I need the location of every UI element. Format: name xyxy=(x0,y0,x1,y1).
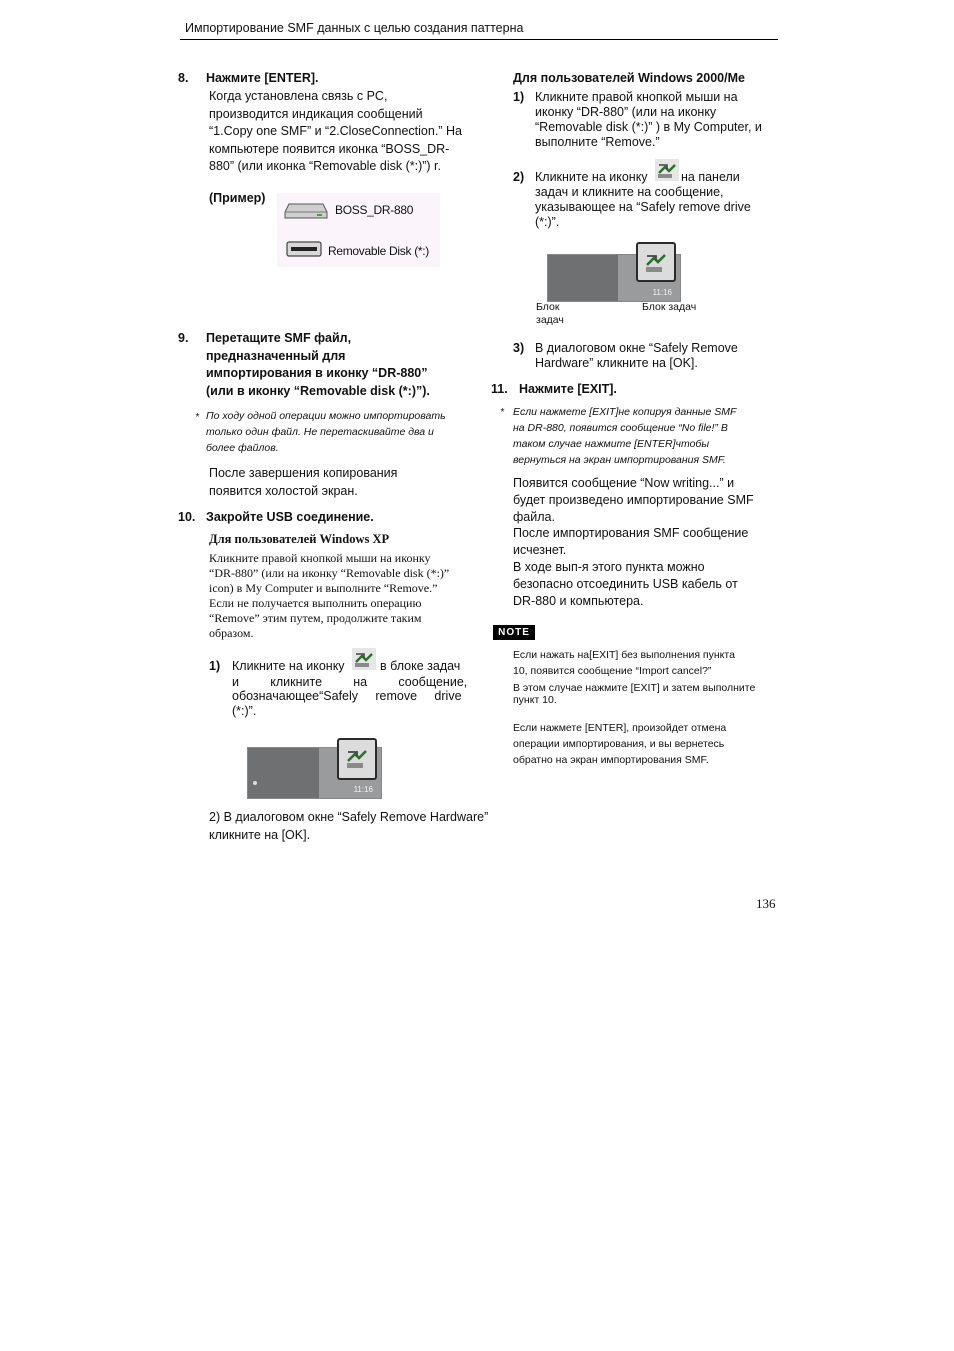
w2000-safely-remove-popup xyxy=(636,242,676,282)
step-9-title: Перетащите SMF файл, предназначенный для импортирования в иконку “DR-880” (или в иконку “Removable disk (*:)”). xyxy=(206,331,430,398)
step-9-note-star: * xyxy=(195,411,200,423)
xp-sub-1-text-b: в блоке задач xyxy=(380,659,461,673)
taskbar-caption-right: Блок задач xyxy=(642,301,697,313)
step-8-title: Нажмите [ENTER]. xyxy=(206,71,319,85)
step-10-number: 10. xyxy=(178,510,196,524)
note-text-3: Если нажмете [ENTER], произойдет отмена операции импортирования, и вы вернетесь обратно на экран импортирования SMF. xyxy=(513,722,727,766)
page-header-title: Импортирование SMF данных с целью создания паттерна xyxy=(185,21,524,35)
safely-remove-hardware-icon xyxy=(643,249,669,275)
example-icons-box xyxy=(277,193,440,267)
xp-sub-2-text: 2) В диалоговом окне “Safely Remove Hardware” кликните на [OK]. xyxy=(209,810,489,842)
step-8-number: 8. xyxy=(178,71,189,85)
note-text-1: Если нажать на[EXIT] без выполнения пункта 10, появится сообщение “Import cancel?” xyxy=(513,649,735,677)
step-9-after-text: После завершения копирования появится холостой экран. xyxy=(209,466,398,498)
w2000-step-2-text-c: задач и кликните на сообщение, указывающее на “Safely remove drive (*:)”. xyxy=(535,185,751,229)
windows-xp-text: Кликните правой кнопкой мыши на иконку “DR-880” (или на иконку “Removable disk (*:)” icon) в My Computer и выполните “Remove.” Если не получается выполнить операцию “Remove” этим путем, продолжите таким образом. xyxy=(209,551,450,640)
w2000-step-2-text-a: Кликните на иконку xyxy=(535,170,648,184)
safely-remove-hardware-icon xyxy=(655,159,679,181)
w2000-step-1-number: 1) xyxy=(513,90,525,104)
step-10-title: Закройте USB соединение. xyxy=(206,510,374,524)
removable-disk-label: Removable Disk (*:) xyxy=(328,244,429,258)
note-text-2: В этом случае нажмите [EXIT] и затем выполните пункт 10. xyxy=(513,682,756,706)
step-9-note: По ходу одной операции можно импортировать только один файл. Не перетаскивайте два и более файлов. xyxy=(206,410,446,454)
taskbar-caption-left: Блок задач xyxy=(536,301,564,326)
w2000-tray-clock: 11:16 xyxy=(652,288,672,297)
xp-tray-clock: 11:16 xyxy=(353,785,373,794)
drive-icon xyxy=(283,200,329,222)
step-11-number: 11. xyxy=(491,382,508,396)
example-label: (Пример) xyxy=(209,191,266,205)
w2000-step-2-text-b: на панели xyxy=(681,170,740,184)
xp-sub-1-text-d: обозначающее“Safely remove drive xyxy=(232,689,462,703)
xp-safely-remove-popup xyxy=(337,738,377,780)
windows-xp-heading: Для пользователей Windows XP xyxy=(209,532,390,546)
step-8-text: Когда установлена связь с PC, производится индикация сообщений “1.Copy one SMF” и “2.CloseConnection.” На компьютере появится иконка “BOSS_DR- 880” (или иконка “Removable disk (*:)”) r. xyxy=(209,89,462,173)
xp-sub-1-number: 1) xyxy=(209,659,221,673)
drive-icon-label: BOSS_DR-880 xyxy=(335,203,414,217)
step-11-text: Появится сообщение “Now writing...” и будет произведено импортирование SMF файла. После импортирования SMF сообщение исчезнет. В ходе вып-я этого пункта можно безопасно отсоединить USB кабель от DR-880 и компьютера. xyxy=(513,476,754,608)
step-11-title: Нажмите [EXIT]. xyxy=(519,382,617,396)
w2000-step-1-text: Кликните правой кнопкой мыши на иконку “DR-880” (или на иконку “Removable disk (*:)” ) в My Computer, и выполните “Remove.” xyxy=(535,90,762,149)
w2000-step-3-text: В диалоговом окне “Safely Remove Hardware” кликните на [OK]. xyxy=(535,341,738,370)
page-number: 136 xyxy=(756,896,776,911)
xp-sub-1-text-e: (*:)”. xyxy=(232,704,257,718)
xp-sub-1-text-a: Кликните на иконку xyxy=(232,659,345,673)
header-rule xyxy=(180,39,778,40)
removable-disk-icon xyxy=(286,239,322,259)
step-9-number: 9. xyxy=(178,331,189,345)
w2000-step-2-number: 2) xyxy=(513,170,525,184)
w2000-step-3-number: 3) xyxy=(513,341,525,355)
safely-remove-hardware-icon xyxy=(344,745,370,771)
step-11-note-star: * xyxy=(500,406,505,418)
xp-sub-1-text-c: и кликните на сообщение, xyxy=(232,675,468,689)
note-badge: NOTE xyxy=(493,625,535,640)
safely-remove-hardware-icon xyxy=(352,648,376,670)
windows-2000-heading: Для пользователей Windows 2000/Me xyxy=(513,71,745,85)
step-11-note: Если нажмете [EXIT]не копируя данные SMF на DR-880, появится сообщение “No file!” В таком случае нажмите [ENTER]чтобы вернуться на экран импортирования SMF. xyxy=(513,406,737,466)
